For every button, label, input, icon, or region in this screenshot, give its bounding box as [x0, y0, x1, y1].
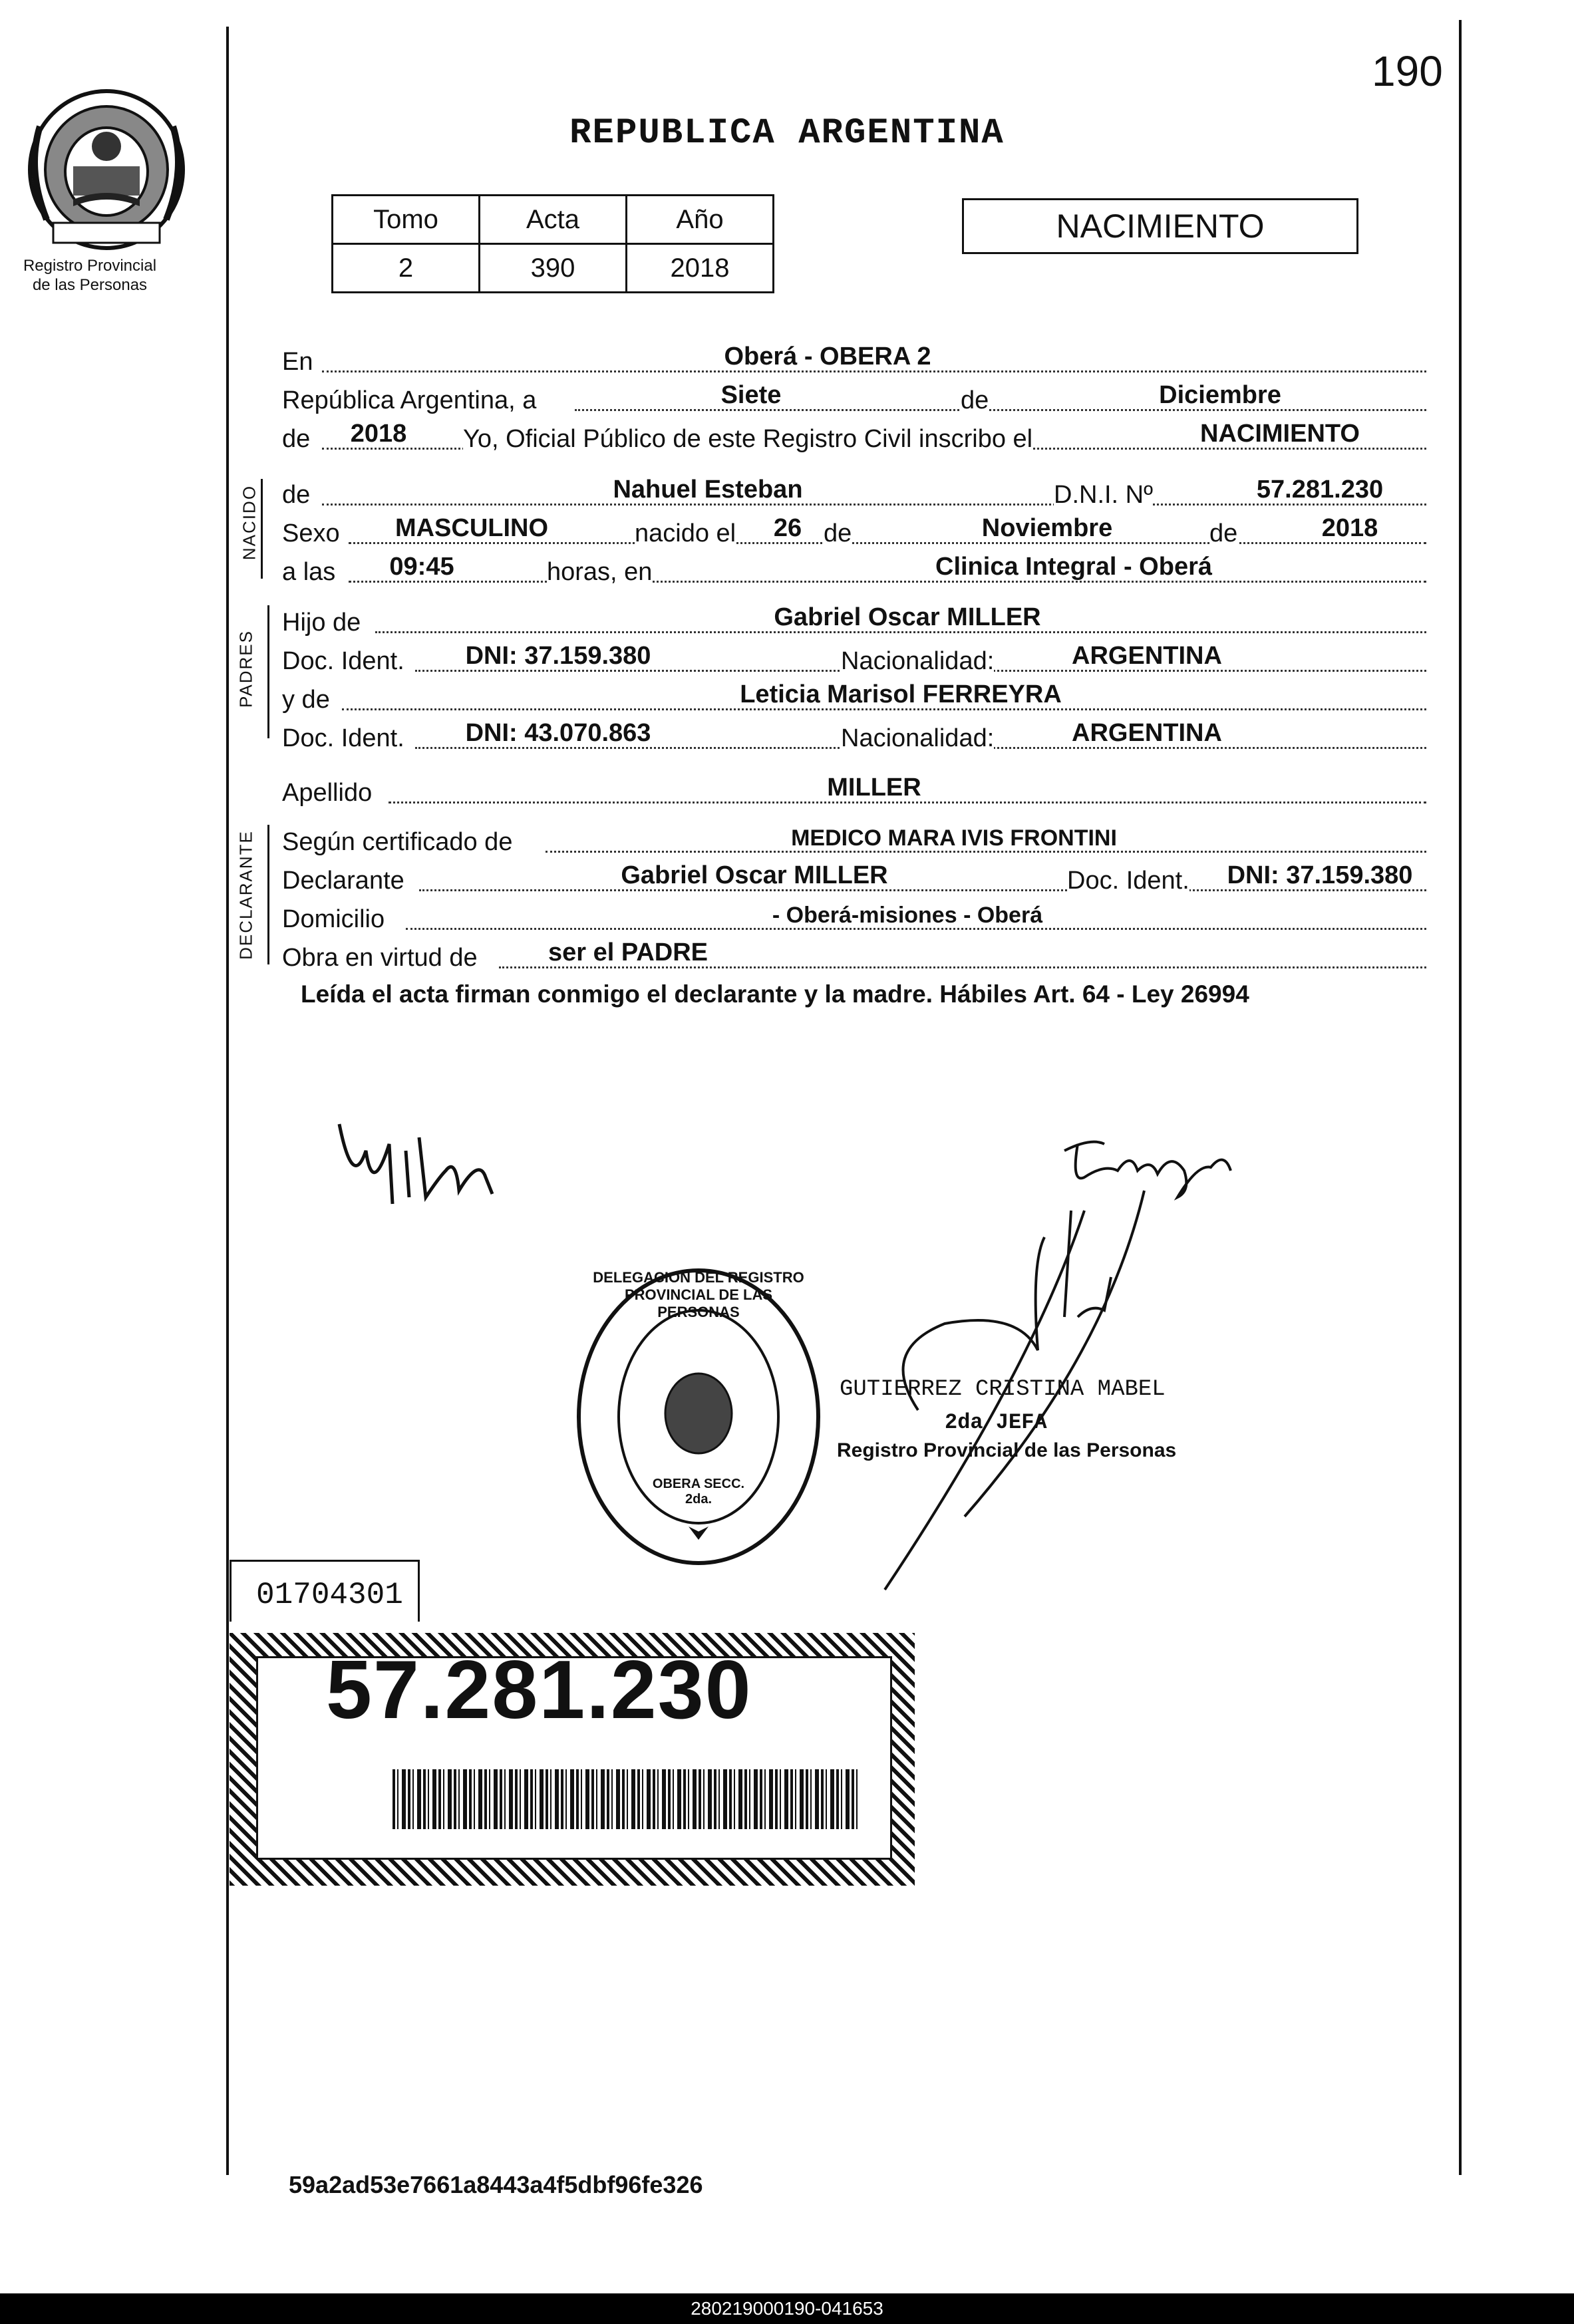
row-apellido: [282, 770, 1426, 810]
stamp-ring-text: DELEGACION DEL REGISTRO PROVINCIAL DE LAS PERSONAS: [593, 1269, 804, 1320]
row-padre-doc: [282, 639, 1426, 678]
right-margin-line: [1459, 20, 1462, 2175]
nombre-value: Nahuel Esteban: [613, 476, 803, 504]
row-nacido-nombre: [282, 472, 1426, 512]
horas-label: horas, en: [547, 558, 653, 586]
madre-nac-value: ARGENTINA: [1072, 719, 1222, 747]
left-margin-line: [226, 27, 229, 2175]
nacido-de-label-3: de: [1209, 519, 1238, 547]
row-y-de: [282, 677, 1426, 717]
lugar-value: Clinica Integral - Oberá: [935, 553, 1212, 581]
nacido-anio-value: 2018: [1321, 514, 1378, 542]
domicilio-value: - Oberá-misiones - Oberá: [772, 903, 1043, 928]
official-stamp: [572, 1264, 825, 1570]
nacido-bracket: [261, 479, 263, 579]
table-value-acta: 390: [480, 244, 627, 293]
padre-nac-label: Nacionalidad:: [841, 647, 995, 675]
madre-value: Leticia Marisol FERREYRA: [740, 680, 1062, 708]
row-republica: [282, 378, 1426, 418]
row-hijo-de: [282, 600, 1426, 640]
en-label: En: [282, 348, 313, 376]
official-name: GUTIERREZ CRISTINA MABEL: [840, 1377, 1166, 1402]
dni-label: D.N.I. Nº: [1054, 481, 1153, 509]
hijo-label: Hijo de: [282, 609, 361, 637]
record-table: [331, 194, 774, 293]
declarante-section-label: DECLARANTE: [236, 830, 256, 960]
record-type-box: NACIMIENTO: [962, 198, 1358, 254]
declarante-label: Declarante: [282, 867, 404, 895]
padres-bracket: [267, 605, 269, 738]
apellido-value: MILLER: [827, 774, 921, 801]
dia-value: Siete: [720, 381, 782, 409]
nacido-dia-value: 26: [773, 514, 802, 542]
inscribo-label: Yo, Oficial Público de este Registro Civil inscribo el: [463, 425, 1033, 453]
certificado-label: Según certificado de: [282, 828, 513, 856]
table-header-tomo: Tomo: [333, 196, 480, 244]
row-nacido-hora: [282, 549, 1426, 589]
closing-note: Leída el acta firman conmigo el declarante y la madre. Hábiles Art. 64 - Ley 26994: [301, 980, 1249, 1008]
row-certificado: [282, 819, 1426, 859]
logo-caption: [7, 256, 173, 295]
row-nacido-sexo: [282, 511, 1426, 551]
sexo-value: MASCULINO: [394, 514, 549, 542]
de-label: de: [961, 386, 989, 414]
domicilio-label: Domicilio: [282, 905, 385, 933]
row-declarante: [282, 858, 1426, 898]
row-en: [282, 339, 1426, 379]
padre-nac-value: ARGENTINA: [1072, 642, 1222, 670]
inscribo-value: NACIMIENTO: [1200, 420, 1360, 448]
certificado-value: MEDICO MARA IVIS FRONTINI: [791, 825, 1117, 851]
yde-label: y de: [282, 686, 330, 714]
madre-doc-label: Doc. Ident.: [282, 724, 404, 752]
dni-big-number: 57.281.230: [326, 1644, 752, 1736]
barcode: [393, 1769, 858, 1829]
left-signature-stroke: [326, 1097, 526, 1211]
page-number: 190: [1372, 47, 1443, 95]
padres-section-label: PADRES: [236, 630, 256, 708]
table-value-anio: 2018: [627, 244, 774, 293]
de2-label: de: [282, 425, 311, 453]
table-value-tomo: 2: [333, 244, 480, 293]
table-header-anio: Año: [627, 196, 774, 244]
declarante-value: Gabriel Oscar MILLER: [621, 861, 888, 889]
logo-caption-line1: Registro Provincial: [23, 257, 157, 275]
nacido-de-label: de: [282, 481, 311, 509]
sexo-label: Sexo: [282, 519, 340, 547]
footer-code: 280219000190-041653: [691, 2298, 883, 2319]
declarante-doc-value: DNI: 37.159.380: [1227, 861, 1413, 889]
row-inscribo: [282, 416, 1426, 456]
row-domicilio: [282, 897, 1426, 937]
document-title: REPUBLICA ARGENTINA: [569, 113, 1005, 154]
declarante-bracket: [267, 825, 269, 964]
madre-doc-value: DNI: 43.070.863: [465, 719, 651, 747]
nacido-section-label: NACIDO: [239, 484, 259, 561]
obra-value: ser el PADRE: [548, 939, 708, 966]
row-obra: [282, 935, 1426, 975]
padre-doc-value: DNI: 37.159.380: [465, 642, 651, 670]
provincial-seal-logo: [27, 86, 186, 256]
anio-value: 2018: [350, 420, 407, 448]
padre-value: Gabriel Oscar MILLER: [774, 603, 1041, 631]
nacido-el-label: nacido el: [635, 519, 736, 547]
footer-code-bar: [0, 2293, 1574, 2324]
nacido-de-label-2: de: [824, 519, 852, 547]
table-header-acta: Acta: [480, 196, 627, 244]
alas-label: a las: [282, 558, 336, 586]
nacido-mes-value: Noviembre: [981, 514, 1113, 542]
official-title: 2da JEFA: [945, 1410, 1047, 1435]
stamp-inner-text: OBERA SECC. 2da.: [652, 1477, 745, 1507]
en-value: Oberá - OBERA 2: [724, 343, 931, 370]
mes-value: Diciembre: [1159, 381, 1281, 409]
hora-value: 09:45: [389, 553, 454, 581]
apellido-label: Apellido: [282, 779, 373, 807]
obra-label: Obra en virtud de: [282, 944, 478, 972]
control-number: 01704301: [256, 1578, 403, 1612]
declarante-doc-label: Doc. Ident.: [1067, 867, 1189, 895]
document-hash: 59a2ad53e7661a8443a4f5dbf96fe326: [289, 2171, 703, 2198]
padre-doc-label: Doc. Ident.: [282, 647, 404, 675]
republica-label: República Argentina, a: [282, 386, 537, 414]
dni-value: 57.281.230: [1256, 476, 1384, 504]
official-org: Registro Provincial de las Personas: [837, 1439, 1177, 1461]
madre-nac-label: Nacionalidad:: [841, 724, 995, 752]
logo-caption-line2: de las Personas: [32, 276, 148, 294]
left-signature: [326, 1097, 526, 1211]
row-madre-doc: [282, 716, 1426, 756]
